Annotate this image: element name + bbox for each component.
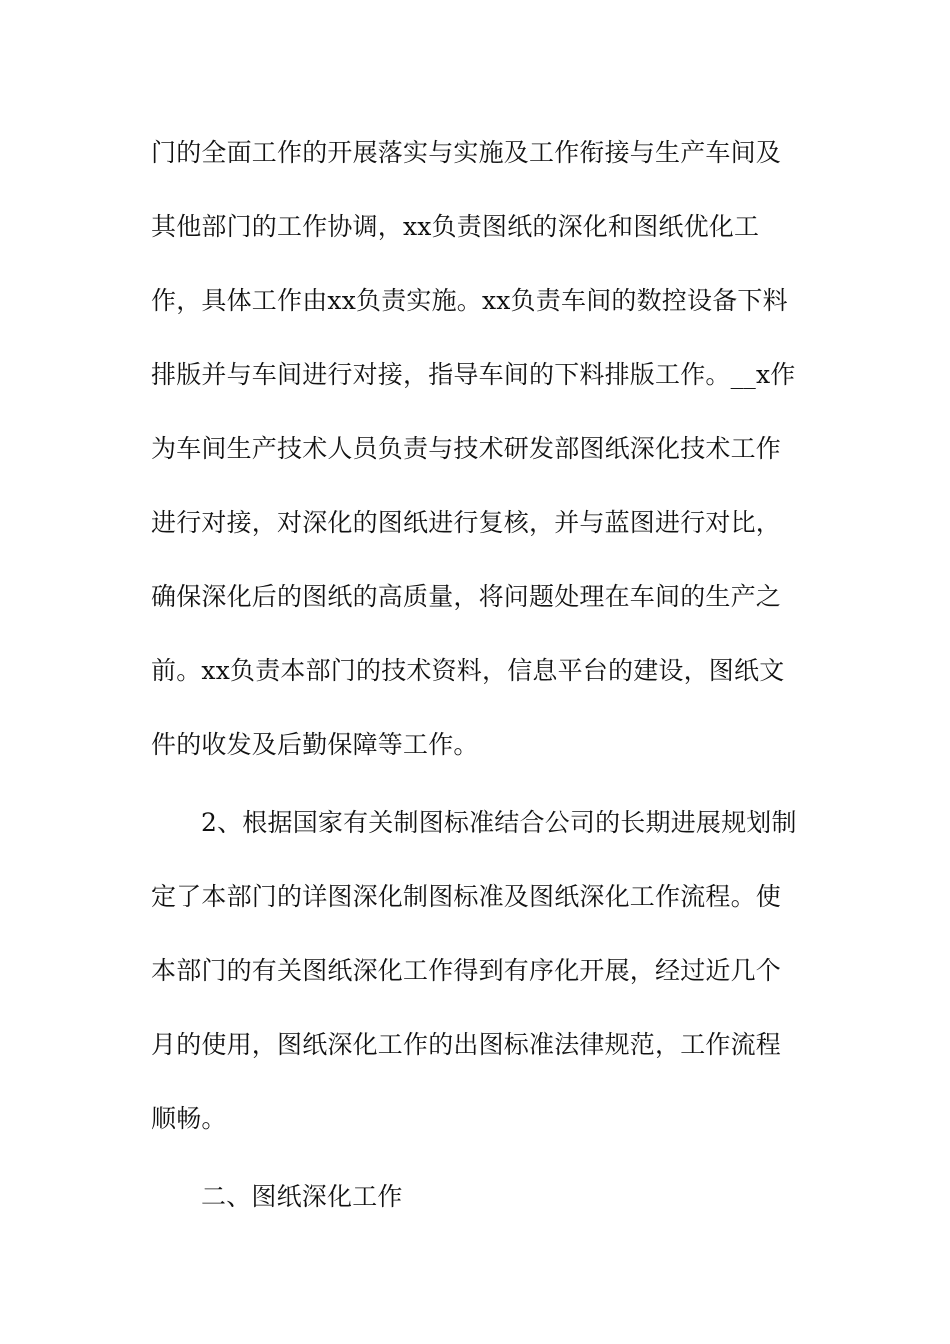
paragraph-2-line-2: 定了本部门的详图深化制图标准及图纸深化工作流程。使 bbox=[151, 882, 782, 911]
paragraph-line-7: 确保深化后的图纸的高质量，将问题处理在车间的生产之 bbox=[151, 582, 782, 611]
paragraph-line-6: 进行对接，对深化的图纸进行复核，并与蓝图进行对比， bbox=[151, 508, 782, 537]
paragraph-2-line-5: 顺畅。 bbox=[151, 1104, 227, 1133]
paragraph-line-4: 排版并与车间进行对接，指导车间的下料排版工作。__x作 bbox=[151, 360, 796, 389]
paragraph-line-8: 前。xx负责本部门的技术资料，信息平台的建设，图纸文 bbox=[151, 656, 785, 685]
paragraph-line-3: 作，具体工作由xx负责实施。xx负责车间的数控设备下料 bbox=[151, 286, 788, 315]
paragraph-line-5: 为车间生产技术人员负责与技术研发部图纸深化技术工作 bbox=[151, 434, 782, 463]
paragraph-line-2: 其他部门的工作协调，xx负责图纸的深化和图纸优化工 bbox=[151, 212, 760, 241]
paragraph-2-line-4: 月的使用，图纸深化工作的出图标准法律规范，工作流程 bbox=[151, 1030, 782, 1059]
paragraph-line-1: 门的全面工作的开展落实与实施及工作衔接与生产车间及 bbox=[151, 138, 782, 167]
paragraph-2-line-3: 本部门的有关图纸深化工作得到有序化开展，经过近几个 bbox=[151, 956, 782, 985]
paragraph-line-9: 件的收发及后勤保障等工作。 bbox=[151, 730, 479, 759]
section-heading: 二、图纸深化工作 bbox=[201, 1182, 403, 1211]
paragraph-2-line-1: 2、根据国家有关制图标准结合公司的长期进展规划制 bbox=[201, 808, 797, 837]
